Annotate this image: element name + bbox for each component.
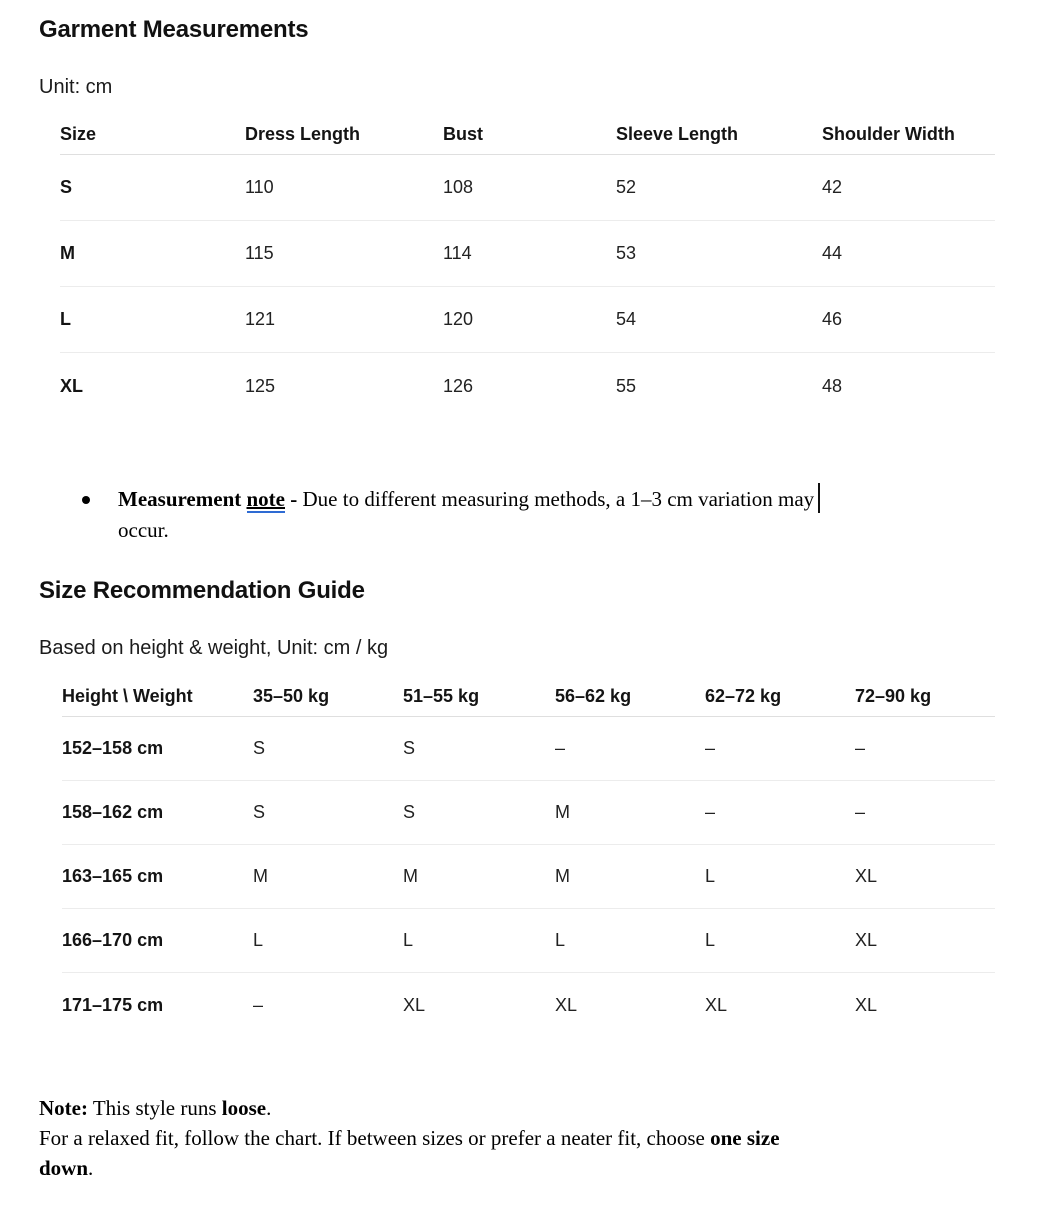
table-cell: XL: [555, 994, 578, 1015]
table-cell: 110: [245, 177, 274, 197]
grammar-flagged-word[interactable]: note: [246, 487, 285, 511]
garment-measurements-table: [60, 118, 995, 419]
table-cell: XL: [855, 930, 878, 950]
size-recommendation-table: [62, 684, 995, 1037]
table-cell: 114: [443, 243, 472, 263]
column-header: 51–55 kg: [403, 686, 480, 706]
fit-note-label: Note:: [39, 1096, 88, 1120]
table-cell: 108: [443, 177, 474, 197]
column-header: 56–62 kg: [555, 686, 632, 706]
table-cell: L: [60, 309, 71, 329]
size-guide-subtitle: Based on height & weight, Unit: cm / kg: [39, 637, 389, 659]
fit-note-period: .: [88, 1156, 94, 1180]
fit-note-text: For a relaxed fit, follow the chart. If between sizes or prefer a neater fit, choose: [39, 1126, 711, 1150]
table-cell: 44: [822, 243, 843, 263]
fit-note-text: This style runs: [87, 1096, 222, 1120]
table-cell: S: [403, 802, 416, 822]
table-cell: 171–175 cm: [62, 994, 164, 1015]
fit-note-bold-word: loose: [221, 1096, 267, 1120]
measurement-note-bullet: [80, 483, 995, 546]
column-header: Height \ Weight: [62, 686, 193, 706]
table-cell: S: [253, 802, 266, 822]
table-cell: 125: [245, 375, 276, 396]
measurement-note-text: [118, 483, 995, 546]
table-cell: 152–158 cm: [62, 738, 164, 758]
fit-note-line2: [39, 1123, 999, 1153]
table-cell: L: [705, 930, 716, 950]
table-cell: 54: [616, 309, 637, 329]
table-cell: XL: [60, 375, 84, 396]
fit-note-line1: [39, 1093, 999, 1123]
table-cell: M: [403, 866, 418, 886]
table-cell: M: [555, 802, 570, 822]
table-row: [62, 909, 995, 973]
table-row: [60, 221, 995, 287]
table-cell: XL: [855, 866, 878, 886]
table-cell: –: [705, 802, 716, 822]
table-cell: S: [403, 738, 416, 758]
table-cell: M: [555, 866, 570, 886]
table-row: [60, 353, 995, 419]
table-cell: –: [253, 994, 264, 1015]
table-cell: 126: [443, 375, 474, 396]
table-cell: 120: [443, 309, 474, 329]
table-cell: 115: [245, 243, 274, 263]
table-cell: 158–162 cm: [62, 802, 164, 822]
table-cell: –: [705, 738, 716, 758]
table-cell: 55: [616, 375, 637, 396]
unit-label: Unit: cm: [39, 76, 113, 98]
fit-note: [39, 1093, 999, 1183]
table-cell: S: [60, 177, 73, 197]
table-row: [62, 717, 995, 781]
table-cell: –: [555, 738, 566, 758]
column-header: 72–90 kg: [855, 686, 932, 706]
fit-note-bold-phrase: one size: [710, 1126, 780, 1150]
note-body-line2: occur.: [118, 518, 169, 542]
table-cell: 166–170 cm: [62, 930, 164, 950]
text-caret: [818, 483, 820, 513]
table-row: [62, 845, 995, 909]
table-cell: 52: [616, 177, 637, 197]
table-cell: L: [705, 866, 716, 886]
note-bold-dash: -: [285, 487, 303, 511]
table-cell: XL: [705, 994, 728, 1015]
table-cell: 163–165 cm: [62, 866, 164, 886]
table-cell: 48: [822, 375, 843, 396]
table-cell: –: [855, 802, 866, 822]
fit-note-line3: [39, 1153, 999, 1183]
garment-section-title: Garment Measurements: [39, 16, 309, 43]
table-cell: L: [253, 930, 264, 950]
table-cell: 46: [822, 309, 843, 329]
table-cell: –: [855, 738, 866, 758]
column-header: 62–72 kg: [705, 686, 782, 706]
size-guide-header-row: [62, 684, 995, 717]
table-cell: 121: [245, 309, 276, 329]
table-cell: 42: [822, 177, 843, 197]
column-header: 35–50 kg: [253, 686, 330, 706]
table-row: [60, 155, 995, 221]
note-bold-lead: Measurement: [118, 487, 247, 511]
table-row: [62, 973, 995, 1037]
table-cell: L: [555, 930, 566, 950]
bullet-icon: [82, 496, 90, 504]
size-guide-title: Size Recommendation Guide: [39, 577, 365, 604]
table-row: [62, 781, 995, 845]
column-header: Shoulder Width: [822, 124, 955, 144]
table-cell: XL: [403, 994, 426, 1015]
table-cell: L: [403, 930, 414, 950]
table-cell: M: [253, 866, 268, 886]
table-cell: S: [253, 738, 266, 758]
column-header: Sleeve Length: [616, 124, 739, 144]
table-cell: 53: [616, 243, 637, 263]
fit-note-period: .: [266, 1096, 272, 1120]
column-header: Size: [60, 124, 97, 144]
column-header: Dress Length: [245, 124, 361, 144]
garment-table-header-row: [60, 118, 995, 155]
table-cell: XL: [855, 994, 878, 1015]
table-cell: M: [60, 243, 75, 263]
fit-note-bold-phrase: down: [39, 1156, 89, 1180]
table-row: [60, 287, 995, 353]
column-header: Bust: [443, 124, 483, 144]
note-body-line1: Due to different measuring methods, a 1–3 cm variation may: [302, 487, 815, 511]
